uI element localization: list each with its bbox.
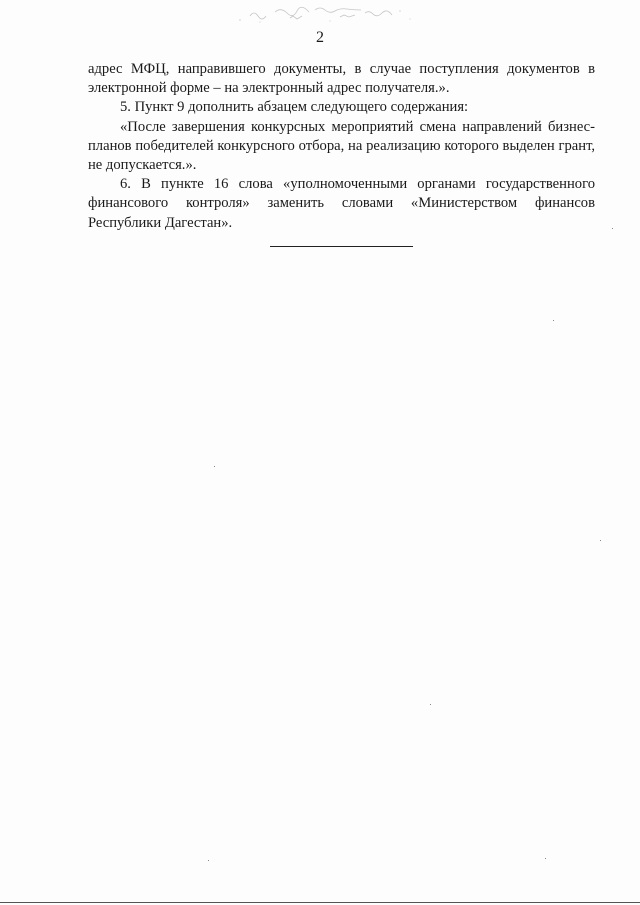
paragraph-item-6: 6. В пункте 16 слова «уполномоченными органами государственного финансового контроля» заменить словами «Министерством финансов Республики Дагестан». bbox=[88, 176, 595, 231]
paragraph-continuation: адрес МФЦ, направившего документы, в случае поступления документов в электронной форме – на электронный адрес получателя.». bbox=[88, 61, 595, 97]
paragraph-item-5: 5. Пункт 9 дополнить абзацем следующего содержания: bbox=[120, 99, 469, 116]
end-divider-line bbox=[270, 246, 413, 247]
scan-speck bbox=[600, 540, 601, 541]
scan-speck bbox=[553, 320, 554, 321]
scan-speck bbox=[208, 860, 209, 861]
document-body bbox=[88, 60, 595, 233]
scan-speck bbox=[545, 858, 546, 859]
scan-artifact bbox=[230, 2, 430, 24]
paragraph-quote: «После завершения конкурсных мероприятий смена направлений бизнес-планов победителей конкурсного отбора, на реализацию которого выделен грант, не допускается.». bbox=[88, 118, 595, 174]
scan-bottom-edge bbox=[0, 902, 640, 903]
scan-speck bbox=[430, 704, 431, 705]
scan-speck bbox=[214, 466, 215, 467]
scan-speck bbox=[612, 228, 613, 229]
page-number: 2 bbox=[316, 29, 324, 46]
